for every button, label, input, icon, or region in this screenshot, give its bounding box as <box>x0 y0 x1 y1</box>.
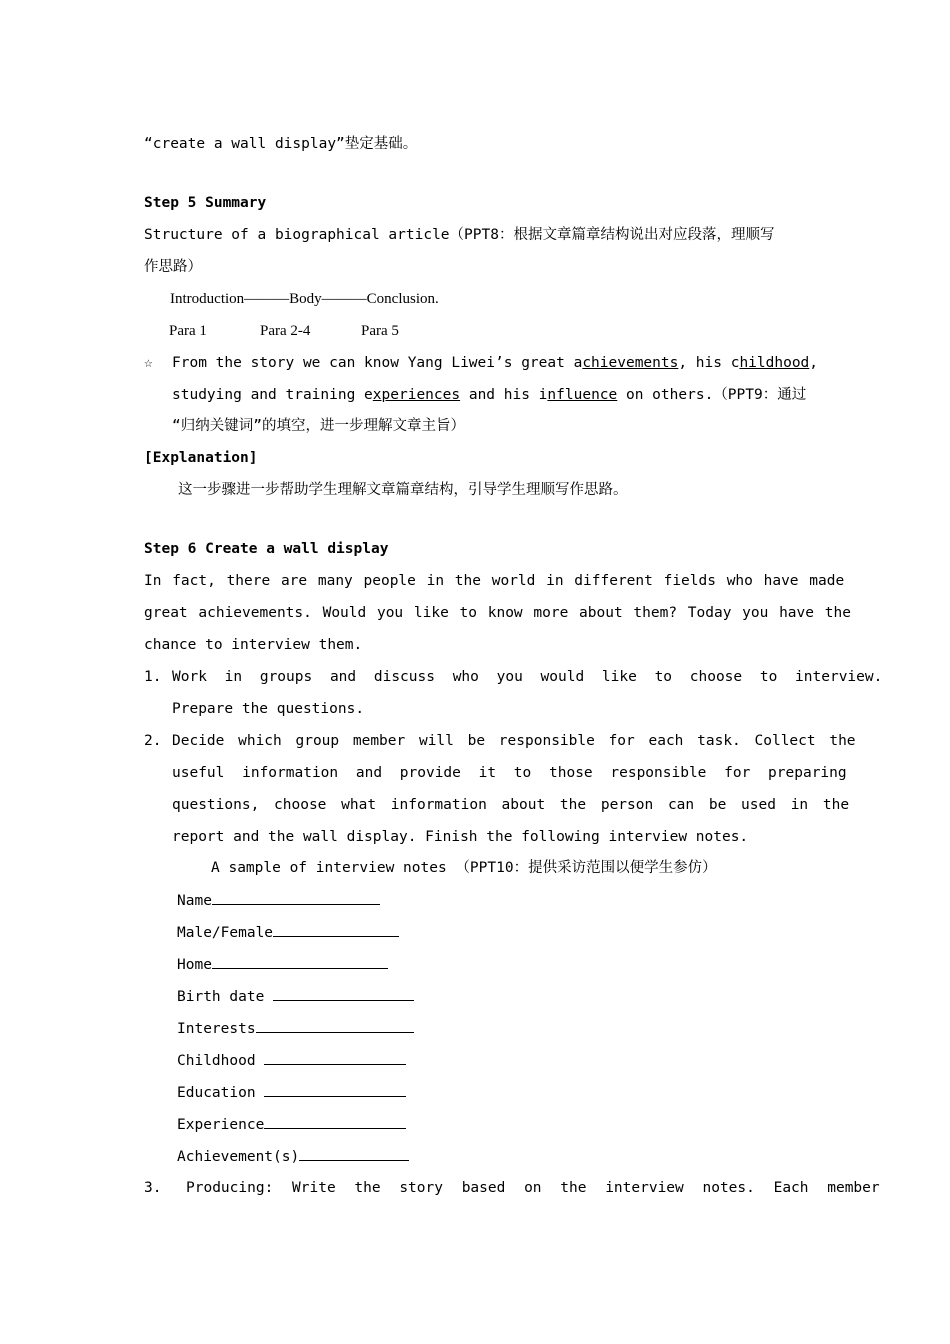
fill-blank <box>273 920 399 937</box>
sample-heading: A sample of interview notes （PPT10：提供采访范围以便学生参仿） <box>211 860 717 876</box>
field-birth-date <box>177 984 839 1008</box>
para-labels <box>169 319 831 343</box>
star-text: and his i <box>460 387 548 403</box>
star-text: , his c <box>678 355 740 371</box>
explanation-text: 这一步骤进一步帮助学生理解文章篇章结构，引导学生理顺写作思路。 <box>178 482 628 498</box>
list-text: Work in groups and discuss who you would like to choose to interview. <box>172 669 883 685</box>
keyword-childhood: hildhood <box>739 355 810 371</box>
field-experience <box>177 1112 839 1136</box>
para-label-intro: Para 1 <box>169 323 207 339</box>
list-item-2-line-2: useful information and provide it to those responsible for preparing <box>172 765 847 781</box>
fill-blank <box>256 1016 414 1033</box>
star-line-1 <box>144 351 819 375</box>
field-label: Education <box>177 1085 256 1101</box>
star-text: on others.（PPT9：通过 <box>617 387 807 403</box>
field-childhood <box>177 1048 839 1072</box>
step6-intro-line-3: chance to interview them. <box>144 637 363 653</box>
keyword-influence: nfluence <box>547 387 618 403</box>
step5-structure-line-2: 作思路） <box>144 259 202 275</box>
field-label: Male/Female <box>177 925 274 941</box>
field-label: Birth date <box>177 989 265 1005</box>
fill-blank <box>264 1112 406 1129</box>
star-line-3: “归纳关键词”的填空，进一步理解文章主旨） <box>172 418 465 434</box>
fill-blank <box>299 1144 409 1161</box>
keyword-experiences: xperiences <box>372 387 461 403</box>
field-achievements <box>177 1144 839 1168</box>
fill-blank <box>212 888 380 905</box>
para-label-conclusion: Para 5 <box>361 323 399 339</box>
field-label: Experience <box>177 1117 265 1133</box>
step6-intro-line-1: In fact, there are many people in the world in different fields who have made <box>144 573 845 589</box>
list-text: Producing: Write the story based on the interview notes. Each member <box>186 1180 880 1196</box>
field-name <box>177 888 839 912</box>
step6-intro-line-2: great achievements. Would you like to know more about them? Today you have the <box>144 605 851 621</box>
star-text: , <box>809 355 819 371</box>
field-label: Interests <box>177 1021 256 1037</box>
list-number: 3. <box>144 1180 162 1196</box>
explanation-label: [Explanation] <box>144 450 258 466</box>
list-item-3-line-1 <box>144 1176 880 1200</box>
star-text: studying and training e <box>172 387 373 403</box>
list-number: 2. <box>144 733 162 749</box>
step4-tail-text: “create a wall display”垫定基础。 <box>144 136 418 152</box>
field-gender <box>177 920 839 944</box>
fill-blank <box>264 1080 406 1097</box>
list-item-2-line-1 <box>144 729 856 753</box>
fill-blank <box>273 984 414 1001</box>
field-education <box>177 1080 839 1104</box>
field-home <box>177 952 839 976</box>
field-label: Childhood <box>177 1053 256 1069</box>
keyword-achievements: chievements <box>582 355 679 371</box>
structure-text-1: Structure of a biographical article（PPT8：根据文章篇章结构说出对应段落，理顺写 <box>144 227 775 243</box>
field-label: Name <box>177 893 212 909</box>
list-item-1-line-2: Prepare the questions. <box>172 701 365 717</box>
star-icon: ☆ <box>144 355 153 371</box>
star-text: From the story we can know Yang Liwei’s great a <box>172 355 583 371</box>
fill-blank <box>212 952 388 969</box>
list-text: Decide which group member will be responsible for each task. Collect the <box>172 733 856 749</box>
list-item-2-line-3: questions, choose what information about the person can be used in the <box>172 797 850 813</box>
step6-heading: Step 6 Create a wall display <box>144 541 389 557</box>
list-item-2-line-4: report and the wall display. Finish the following interview notes. <box>172 829 749 845</box>
field-label: Achievement(s) <box>177 1149 300 1165</box>
field-interests <box>177 1016 839 1040</box>
step5-heading: Step 5 Summary <box>144 195 267 211</box>
fill-blank <box>264 1048 406 1065</box>
structure-flow: Introduction———Body———Conclusion. <box>170 291 439 307</box>
para-label-body: Para 2-4 <box>260 323 311 339</box>
field-label: Home <box>177 957 212 973</box>
step5-structure-line-1 <box>144 223 806 247</box>
list-number: 1. <box>144 669 162 685</box>
list-item-1-line-1 <box>144 665 883 689</box>
star-line-2 <box>172 383 806 407</box>
